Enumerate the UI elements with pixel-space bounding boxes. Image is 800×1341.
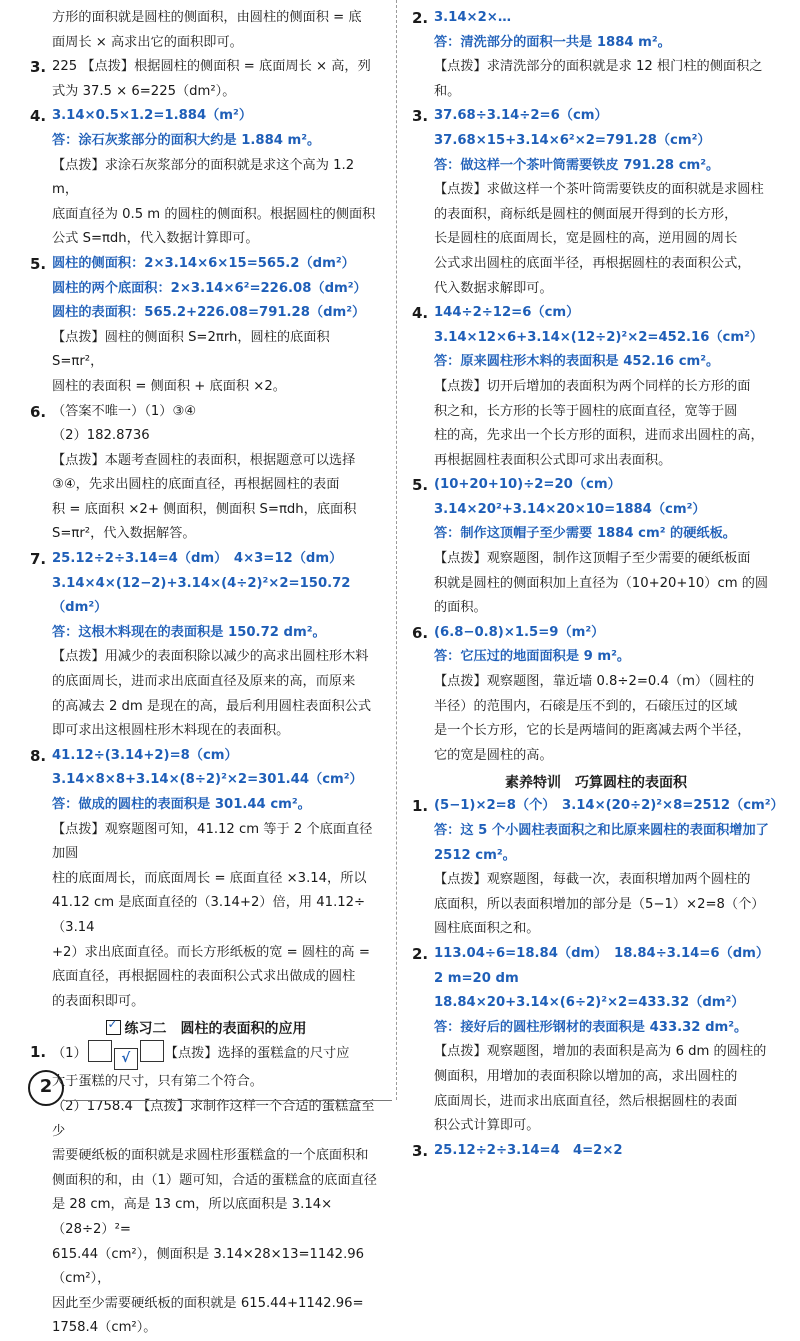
calculation-line: 2 m=20 dm — [434, 970, 519, 986]
calculation-line: 113.04÷6=18.84（dm） 18.84÷3.14=6（dm） — [434, 945, 770, 961]
tip-line: 柱的高，先求出一个长方形的面积，进而求出圆柱的高， — [434, 428, 764, 444]
text-line: 225 【点拨】根据圆柱的侧面积 = 底面周长 × 高，列 — [52, 59, 371, 75]
tip-line: 积就是圆柱的侧面积加上直径为（10+20+10）cm 的圆 — [434, 575, 769, 591]
tip-line: 【点拨】求做这样一个茶叶筒需要铁皮的面积就是求圆柱 — [434, 182, 764, 198]
text-line: 需要硬纸板的面积就是求圆柱形蛋糕盒的一个底面积和 — [52, 1148, 369, 1164]
checkbox-icon — [106, 1020, 121, 1035]
answer-item — [412, 6, 780, 104]
tip-line: 即可求出这根圆柱形木料现在的表面积。 — [52, 723, 290, 739]
calculation-line: 18.84×20+3.14×(6÷2)²×2=433.32（dm²） — [434, 995, 745, 1011]
left-column — [30, 6, 382, 1341]
item-number: 6. — [412, 623, 429, 642]
answer-item — [412, 794, 784, 942]
choice-prefix: （1） — [52, 1046, 87, 1062]
tip-line: 【点拨】求清洗部分的面积就是求 12 根门柱的侧面积之和。 — [434, 59, 763, 99]
tip-line: 侧面积，用增加的表面积除以增加的高，求出圆柱的 — [434, 1068, 738, 1084]
text-line: 侧面积的和，由（1）题可知，合适的蛋糕盒的底面直径 — [52, 1172, 377, 1188]
tip-text: 【点拨】选择的蛋糕盒的尺寸应 — [164, 1046, 350, 1062]
text-line: 是 28 cm，高是 13 cm，所以底面积是 3.14×（28÷2）²= — [52, 1197, 333, 1237]
text-line: 方形的面积就是圆柱的侧面积，由圆柱的侧面积 = 底 — [52, 10, 362, 25]
answer-item — [412, 473, 780, 621]
answer-line: 答：做成的圆柱的表面积是 301.44 cm²。 — [52, 797, 311, 812]
tip-line: 【点拨】求涂石灰浆部分的面积就是求这个高为 1.2 m， — [52, 157, 355, 198]
tip-line: 积之和，长方形的长等于圆柱的底面直径，宽等于圆 — [434, 403, 738, 419]
item-number: 6. — [30, 402, 47, 421]
calculation-line: 41.12÷(3.14+2)=8（cm） — [52, 747, 238, 763]
choice-row — [52, 1040, 382, 1070]
tip-line: 它的宽是圆柱的高。 — [434, 747, 553, 763]
right-column — [412, 6, 784, 1163]
choice-box: √ — [114, 1048, 138, 1070]
answer-line: 答：原来圆柱形木料的表面积是 452.16 cm²。 — [434, 354, 720, 370]
calculation-line: 3.14×4×(12−2)+3.14×(4÷2)²×2=150.72（dm²） — [52, 575, 351, 616]
item-number: 1. — [30, 1043, 47, 1062]
tip-line: 【点拨】观察题图可知，41.12 cm 等于 2 个底面直径加圆 — [52, 821, 373, 862]
answer-line: 答：制作这顶帽子至少需要 1884 cm² 的硬纸板。 — [434, 526, 736, 542]
tip-line: 公式求出圆柱的底面半径，再根据圆柱的表面积公式， — [434, 255, 751, 271]
section-heading — [30, 1018, 382, 1038]
answer-item — [30, 547, 382, 744]
calculation-line: 3.14×8×8+3.14×(8÷2)²×2=301.44（cm²） — [52, 772, 363, 788]
item-number: 5. — [30, 254, 47, 273]
text-line: 大于蛋糕的尺寸，只有第二个符合。 — [52, 1074, 263, 1090]
item-number: 8. — [30, 746, 47, 765]
answer-item — [30, 1040, 382, 1341]
tip-line: 【点拨】用减少的表面积除以减少的高求出圆柱形木料 — [52, 649, 369, 665]
item-number: 2. — [412, 944, 429, 963]
calculation-line: 圆柱的侧面积：2×3.14×6×15=565.2（dm²） — [52, 255, 355, 271]
item-number: 2. — [412, 9, 429, 27]
answer-item — [412, 301, 780, 473]
tip-line: 的底面周长，进而求出底面直径及原来的高，而原来 — [52, 674, 356, 690]
answer-item — [30, 744, 382, 1015]
text-line: 1758.4（cm²）。 — [52, 1320, 157, 1336]
section-title: 练习二 圆柱的表面积的应用 — [124, 1021, 307, 1038]
answer-line: 答：清洗部分的面积一共是 1884 m²。 — [434, 34, 671, 50]
tip-line: 底面直径为 0.5 m 的圆柱的侧面积。根据圆柱的侧面积 — [52, 206, 376, 222]
tip-line: +2）求出底面直径。而长方形纸板的宽 = 圆柱的高 = — [52, 944, 370, 960]
tip-line: ③④，先求出圆柱的底面直径，再根据圆柱的表面 — [52, 477, 340, 493]
answer-line: 2512 cm²。 — [434, 847, 516, 863]
tip-line: 的高减去 2 dm 是现在的高，最后利用圆柱表面积公式 — [52, 698, 372, 714]
tip-line: S=πr²，代入数据解答。 — [52, 526, 196, 542]
tip-line: 底面积，所以表面积增加的部分是（5−1）×2=8（个） — [434, 896, 765, 912]
answer-item — [412, 1139, 780, 1164]
answer-item — [412, 942, 780, 1139]
tip-line: 公式 S=πdh，代入数据计算即可。 — [52, 231, 259, 247]
calculation-line: 25.12÷2÷3.14=4 4=2×2 — [434, 1142, 623, 1158]
item-number: 3. — [30, 58, 47, 77]
item-number: 7. — [30, 550, 47, 569]
tip-line: 底面周长，进而求出底面直径，然后根据圆柱的表面 — [434, 1093, 738, 1109]
tip-line: 积 = 底面积 ×2+ 侧面积，侧面积 S=πdh，底面积 — [52, 501, 357, 517]
calculation-line: 144÷2÷12=6（cm） — [434, 305, 580, 321]
item-number: 5. — [412, 476, 429, 495]
tip-line: 底面直径，再根据圆柱的表面积公式求出做成的圆柱 — [52, 969, 356, 985]
text-line: （答案不唯一）（1）③④ — [52, 403, 197, 419]
text-line: 式为 37.5 × 6=225（dm²）。 — [52, 83, 236, 99]
tip-line: 【点拨】观察题图，靠近墙 0.8÷2=0.4（m）（圆柱的 — [434, 674, 755, 690]
tip-line: 是一个长方形，它的长是两墙间的距离减去两个半径， — [434, 723, 751, 739]
calculation-line: 37.68×15+3.14×6²×2=791.28（cm²） — [434, 132, 711, 148]
tip-line: 【点拨】观察题图，制作这顶帽子至少需要的硬纸板面 — [434, 551, 751, 567]
item-number: 4. — [412, 304, 429, 323]
text-line: （2）1758.4 【点拨】求制作这样一个合适的蛋糕盒至少 — [52, 1098, 375, 1139]
calculation-line: (10+20+10)÷2=20（cm） — [434, 477, 621, 493]
answer-item — [30, 252, 382, 400]
tip-line: 圆柱底面积之和。 — [434, 921, 540, 937]
answer-line: 答：这 5 个小圆柱表面积之和比原来圆柱的表面积增加了 — [434, 823, 769, 838]
item-number: 3. — [412, 107, 429, 126]
answer-item — [30, 104, 382, 252]
text-line: 615.44（cm²），侧面积是 3.14×28×13=1142.96（cm²）， — [52, 1246, 365, 1287]
calculation-line: 37.68÷3.14÷2=6（cm） — [434, 108, 608, 124]
tip-line: 【点拨】圆柱的侧面积 S=2πrh，圆柱的底面积 S=πr²， — [52, 329, 330, 370]
calculation-line: 圆柱的表面积：565.2+226.08=791.28（dm²） — [52, 305, 366, 321]
item-number: 3. — [412, 1141, 429, 1160]
answer-item — [30, 400, 382, 548]
tip-line: 长是圆柱的底面周长，宽是圆柱的高，逆用圆的周长 — [434, 231, 738, 247]
calculation-line: 25.12÷2÷3.14=4（dm） 4×3=12（dm） — [52, 551, 343, 567]
answer-line: 答：做这样一个茶叶筒需要铁皮 791.28 cm²。 — [434, 157, 720, 173]
tip-line: 圆柱的表面积 = 侧面积 + 底面积 ×2。 — [52, 378, 286, 394]
answer-item — [412, 104, 780, 301]
text-line: 面周长 × 高求出它的面积即可。 — [52, 34, 243, 50]
tip-line: 积公式计算即可。 — [434, 1118, 540, 1134]
tip-line: 再根据圆柱表面积公式即可求出表面积。 — [434, 452, 672, 468]
answer-line: 答：这根木料现在的表面积是 150.72 dm²。 — [52, 624, 326, 640]
item-number: 1. — [412, 797, 429, 816]
choice-box — [88, 1040, 112, 1062]
calculation-line: 圆柱的两个底面积：2×3.14×6²=226.08（dm²） — [52, 280, 367, 296]
tip-line: 【点拨】观察题图，每截一次，表面积增加两个圆柱的 — [434, 872, 751, 888]
page-number: 2 — [28, 1070, 64, 1106]
answer-line: 答：接好后的圆柱形钢材的表面积是 433.32 dm²。 — [434, 1019, 748, 1035]
tip-line: 41.12 cm 是底面直径的（3.14+2）倍，用 41.12÷（3.14 — [52, 895, 366, 935]
tip-line: 【点拨】切开后增加的表面积为两个同样的长方形的面 — [434, 378, 751, 394]
section-heading — [412, 772, 780, 792]
tip-line: 的面积。 — [434, 600, 487, 616]
tip-line: 代入数据求解即可。 — [434, 280, 553, 296]
text-line: （2）182.8736 — [52, 428, 150, 444]
answer-line: 答：涂石灰浆部分的面积大约是 1.884 m²。 — [52, 132, 321, 148]
tip-line: 的表面积即可。 — [52, 993, 145, 1009]
calculation-line: 3.14×20²+3.14×20×10=1884（cm²） — [434, 501, 706, 517]
tip-line: 【点拨】观察题图，增加的表面积是高为 6 dm 的圆柱的 — [434, 1044, 767, 1060]
calculation-line: 3.14×2×… — [434, 10, 512, 25]
calculation-line: 3.14×12×6+3.14×(12÷2)²×2=452.16（cm²） — [434, 329, 764, 345]
answer-item — [30, 6, 382, 55]
answer-item — [30, 55, 382, 104]
item-number: 4. — [30, 107, 47, 126]
answer-item — [412, 621, 780, 769]
tip-line: 柱的底面周长，而底面周长 = 底面直径 ×3.14，所以 — [52, 870, 367, 886]
tip-line: 【点拨】本题考查圆柱的表面积，根据题意可以选择 — [52, 452, 356, 468]
answer-line: 答：它压过的地面面积是 9 m²。 — [434, 649, 631, 665]
column-divider — [396, 0, 397, 1100]
calculation-line: (5−1)×2=8（个） 3.14×(20÷2)²×8=2512（cm²） — [434, 798, 784, 814]
calculation-line: 3.14×0.5×1.2=1.884（m²） — [52, 108, 253, 124]
calculation-line: (6.8−0.8)×1.5=9（m²） — [434, 624, 605, 640]
section-title: 素养特训 巧算圆柱的表面积 — [505, 775, 687, 792]
tip-line: 的表面积，商标纸是圆柱的侧面展开得到的长方形， — [434, 206, 738, 222]
tip-line: 半径）的范围内，石磙是压不到的，石磙压过的区域 — [434, 698, 738, 714]
page-footer-rule — [62, 1100, 392, 1101]
choice-box — [140, 1040, 164, 1062]
text-line: 因此至少需要硬纸板的面积就是 615.44+1142.96= — [52, 1295, 364, 1311]
